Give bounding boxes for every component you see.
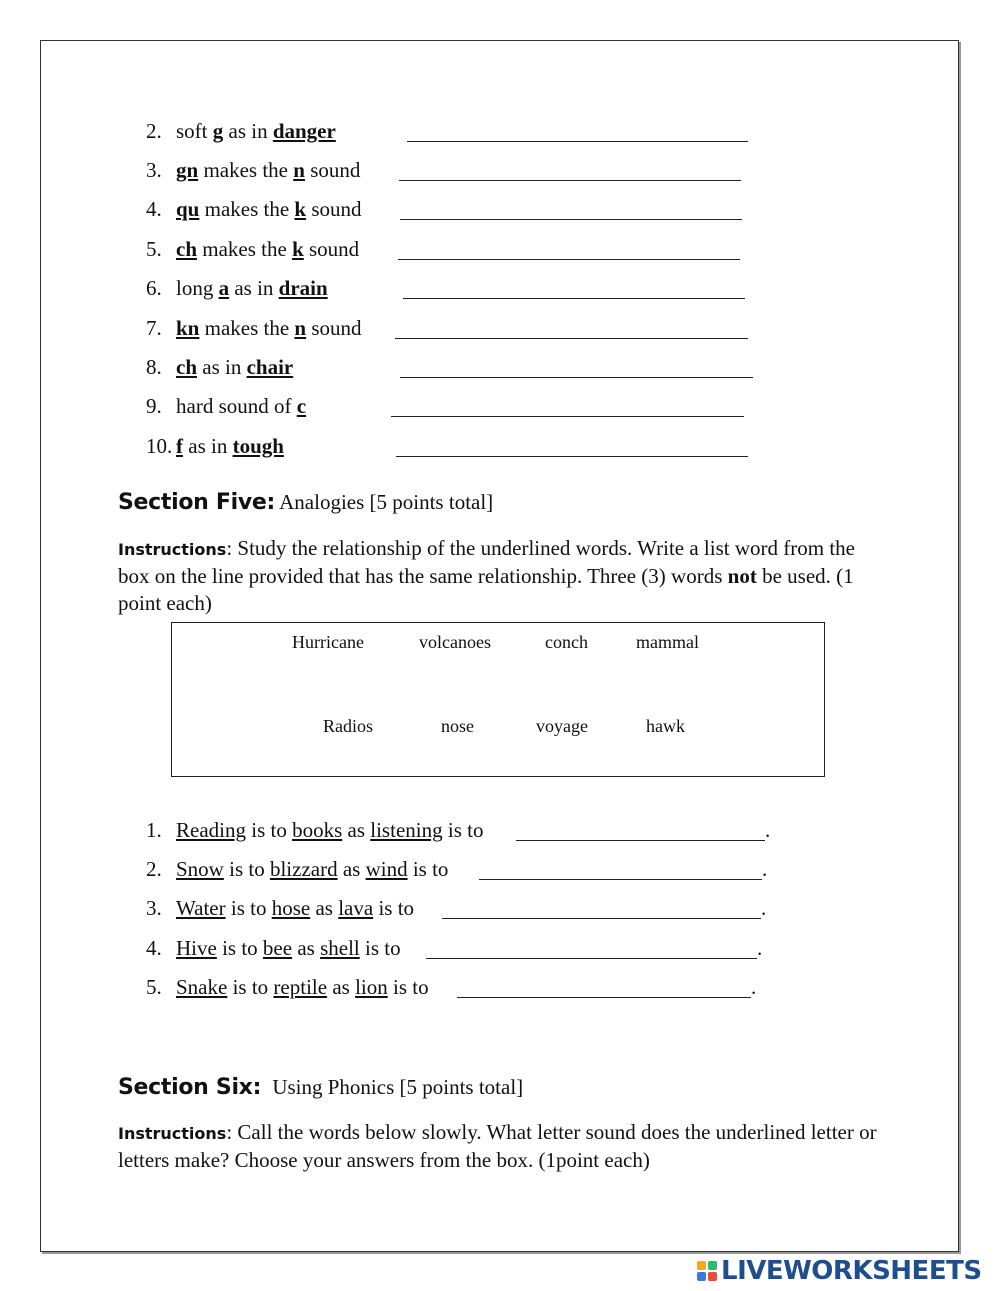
- analogy-text: Water is to hose as lava is to: [176, 896, 415, 920]
- analogy-text: Snake is to reptile as lion is to: [176, 975, 429, 999]
- word-bank-word: mammal: [636, 632, 699, 652]
- answer-blank[interactable]: [391, 416, 744, 417]
- answer-blank[interactable]: [396, 456, 748, 457]
- answer-blank[interactable]: [479, 879, 762, 880]
- period: .: [751, 975, 757, 999]
- analogy-text: Snow is to blizzard as wind is to: [176, 857, 449, 881]
- item-number: 5.: [146, 975, 162, 999]
- item-number: 3.: [146, 158, 162, 182]
- word-bank-word: hawk: [646, 716, 685, 736]
- answer-blank[interactable]: [516, 840, 765, 841]
- answer-blank[interactable]: [407, 141, 748, 142]
- brand-name: LIVEWORKSHEETS: [721, 1256, 982, 1286]
- item-number: 4.: [146, 936, 162, 960]
- period: .: [762, 857, 768, 881]
- answer-blank[interactable]: [400, 377, 753, 378]
- item-number: 2.: [146, 119, 162, 143]
- word-bank-word: nose: [441, 716, 474, 736]
- word-bank-word: voyage: [536, 716, 588, 736]
- word-bank-word: volcanoes: [419, 632, 491, 652]
- instructions-text: : Study the relationship of the underlined words. Write a list word from the box on the line provided that has the same relationship. Three (3) words: [118, 536, 855, 588]
- answer-blank[interactable]: [426, 958, 757, 959]
- item-text: qu makes the k sound: [176, 197, 362, 221]
- answer-blank[interactable]: [403, 298, 745, 299]
- answer-blank[interactable]: [399, 180, 741, 181]
- word-bank-box: [171, 622, 825, 777]
- instructions-not: not: [727, 564, 757, 588]
- item-number: 9.: [146, 394, 162, 418]
- period: .: [757, 936, 763, 960]
- item-text: kn makes the n sound: [176, 316, 362, 340]
- item-number: 7.: [146, 316, 162, 340]
- item-text: f as in tough: [176, 434, 284, 458]
- item-number: 2.: [146, 857, 162, 881]
- section-five-instructions: [118, 535, 878, 617]
- answer-blank[interactable]: [457, 997, 751, 998]
- item-number: 8.: [146, 355, 162, 379]
- section-six-heading: [118, 1075, 523, 1100]
- analogy-text: Reading is to books as listening is to: [176, 818, 484, 842]
- item-text: gn makes the n sound: [176, 158, 361, 182]
- item-text: soft g as in danger: [176, 119, 336, 143]
- item-text: ch as in chair: [176, 355, 294, 379]
- section-five-title: Section Five:: [118, 490, 276, 515]
- item-number: 10.: [146, 434, 173, 458]
- answer-blank[interactable]: [398, 259, 740, 260]
- section-six-subtitle: Using Phonics [5 points total]: [272, 1075, 524, 1099]
- word-bank-word: Hurricane: [292, 632, 364, 652]
- section-six-instructions: [118, 1119, 878, 1174]
- item-number: 4.: [146, 197, 162, 221]
- item-number: 3.: [146, 896, 162, 920]
- word-bank-word: conch: [545, 632, 588, 652]
- instructions-text: : Call the words below slowly. What letter sound does the underlined letter or letters make? Choose your answers from the box. (1point each): [118, 1120, 877, 1172]
- analogy-text: Hive is to bee as shell is to: [176, 936, 401, 960]
- word-bank-word: Radios: [323, 716, 374, 736]
- item-text: hard sound of c: [176, 394, 307, 418]
- answer-blank[interactable]: [395, 338, 748, 339]
- period: .: [761, 896, 767, 920]
- instructions-label: Instructions: [118, 540, 227, 559]
- section-five-subtitle: Analogies [5 points total]: [279, 490, 494, 514]
- logo-blocks-icon: [697, 1261, 717, 1281]
- section-five-heading: [118, 490, 493, 515]
- item-text: ch makes the k sound: [176, 237, 360, 261]
- section-six-title: Section Six:: [118, 1075, 262, 1100]
- answer-blank[interactable]: [400, 219, 742, 220]
- instructions-label: Instructions: [118, 1124, 227, 1143]
- liveworksheets-logo: [697, 1257, 982, 1285]
- answer-blank[interactable]: [442, 918, 761, 919]
- period: .: [765, 818, 771, 842]
- instructions-end: be used. (1 point each): [118, 564, 854, 615]
- item-number: 1.: [146, 818, 162, 842]
- item-text: long a as in drain: [176, 276, 328, 300]
- item-number: 5.: [146, 237, 162, 261]
- item-number: 6.: [146, 276, 162, 300]
